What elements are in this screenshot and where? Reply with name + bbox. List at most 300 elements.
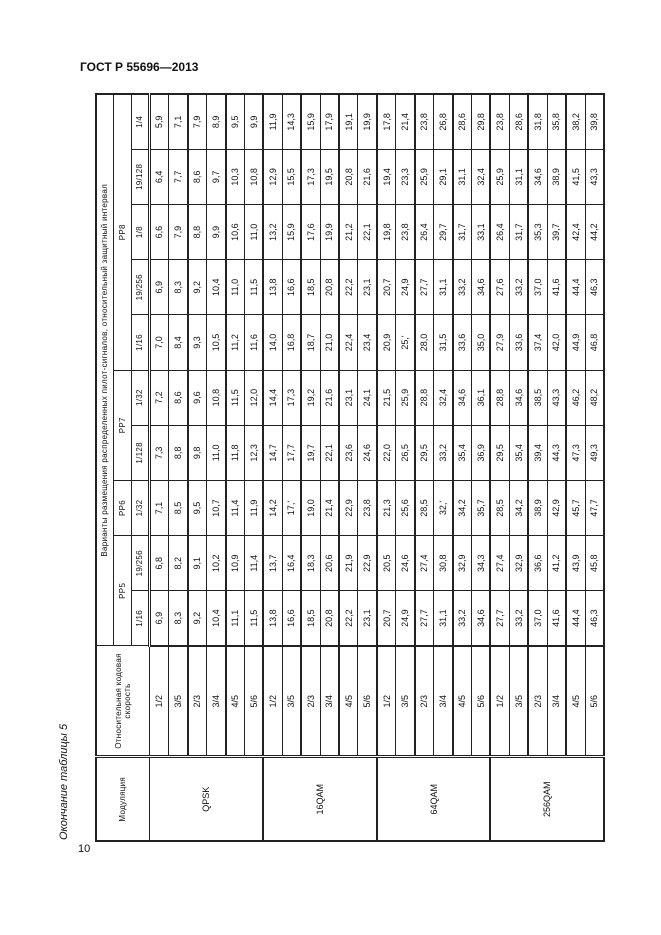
table-caption: Окончание таблицы 5 bbox=[58, 723, 70, 840]
value-cell: 28,5 bbox=[415, 480, 434, 535]
value-cell: 17,3 bbox=[282, 370, 301, 425]
value-cell: 34,6 bbox=[471, 591, 490, 646]
value-cell: 46,8 bbox=[585, 315, 604, 370]
value-cell: 44,4 bbox=[566, 591, 585, 646]
value-cell: 25,6 bbox=[396, 480, 415, 535]
value-cell: 33,2 bbox=[434, 425, 453, 480]
value-cell: 23,8 bbox=[415, 94, 434, 149]
value-cell: 19,9 bbox=[358, 94, 377, 149]
value-cell: 28,6 bbox=[509, 94, 528, 149]
value-cell: 29,7 bbox=[434, 205, 453, 260]
value-cell: 35,7 bbox=[471, 480, 490, 535]
code-rate-cell: 1/2 bbox=[149, 646, 169, 757]
value-cell: 22,9 bbox=[339, 480, 358, 535]
value-cell: 29,8 bbox=[471, 94, 490, 149]
value-cell: 24,9 bbox=[396, 591, 415, 646]
table-row bbox=[566, 94, 585, 841]
value-cell: 17,6 bbox=[301, 205, 320, 260]
value-cell: 20,8 bbox=[320, 260, 339, 315]
header-guard-interval: 1/128 bbox=[131, 425, 149, 480]
value-cell: 31,5 bbox=[434, 315, 453, 370]
value-cell: 35,4 bbox=[509, 425, 528, 480]
header-guard-interval: 1/16 bbox=[131, 591, 149, 646]
table-row bbox=[207, 94, 226, 841]
value-cell: 6,9 bbox=[149, 260, 169, 315]
value-cell: 10,3 bbox=[226, 149, 245, 204]
value-cell: 18,3 bbox=[301, 536, 320, 591]
value-cell: 28,6 bbox=[453, 94, 472, 149]
value-cell: 33,2 bbox=[453, 260, 472, 315]
table-row bbox=[244, 94, 263, 841]
value-cell: 31,1 bbox=[453, 149, 472, 204]
value-cell: 29,5 bbox=[415, 425, 434, 480]
value-cell: 22,2 bbox=[339, 260, 358, 315]
value-cell: 19,7 bbox=[301, 425, 320, 480]
value-cell: 34,6 bbox=[471, 260, 490, 315]
value-cell: 33,2 bbox=[509, 260, 528, 315]
value-cell: 16,4 bbox=[282, 536, 301, 591]
value-cell: 38,5 bbox=[528, 370, 547, 425]
value-cell: 7,9 bbox=[188, 94, 207, 149]
value-cell: 36,1 bbox=[471, 370, 490, 425]
value-cell: 47,3 bbox=[566, 425, 585, 480]
modulation-cell: 64QAM bbox=[377, 757, 491, 841]
value-cell: 11,6 bbox=[244, 315, 263, 370]
value-cell: 35,4 bbox=[453, 425, 472, 480]
value-cell: 25,9 bbox=[490, 149, 509, 204]
value-cell: 41,6 bbox=[547, 260, 566, 315]
value-cell: 19,4 bbox=[377, 149, 396, 204]
value-cell: 23,1 bbox=[358, 260, 377, 315]
value-cell: 27,4 bbox=[415, 536, 434, 591]
table-row bbox=[471, 94, 490, 841]
header-guard-interval: 19/256 bbox=[131, 260, 149, 315]
value-cell: 9,8 bbox=[188, 425, 207, 480]
value-cell: 44,3 bbox=[547, 425, 566, 480]
value-cell: 22,2 bbox=[339, 591, 358, 646]
value-cell: 11,0 bbox=[226, 260, 245, 315]
value-cell: 9,7 bbox=[207, 149, 226, 204]
value-cell: 30,8 bbox=[434, 536, 453, 591]
value-cell: 24,1 bbox=[358, 370, 377, 425]
value-cell: 41,2 bbox=[547, 536, 566, 591]
code-rate-cell: 4/5 bbox=[566, 646, 585, 757]
value-cell: 27,7 bbox=[415, 260, 434, 315]
value-cell: 32,9 bbox=[509, 536, 528, 591]
value-cell: 27,7 bbox=[490, 591, 509, 646]
value-cell: 32,4 bbox=[434, 370, 453, 425]
value-cell: 49,3 bbox=[585, 425, 604, 480]
code-rate-cell: 2/3 bbox=[188, 646, 207, 757]
value-cell: 8,6 bbox=[188, 149, 207, 204]
header-guard-interval: 1/32 bbox=[131, 370, 149, 425]
value-cell: 9,2 bbox=[188, 591, 207, 646]
header-variants: Варианты размещения распределенных пилот-сигналов, относительный защитный интервал bbox=[96, 94, 113, 646]
header-pp-group: PP8 bbox=[113, 94, 131, 370]
value-cell: 14,7 bbox=[263, 425, 282, 480]
value-cell: 46,3 bbox=[585, 260, 604, 315]
header-code-rate: Относительная кодовая скорость bbox=[96, 646, 149, 757]
value-cell: 31,1 bbox=[434, 260, 453, 315]
value-cell: 11,5 bbox=[244, 591, 263, 646]
value-cell: 41,6 bbox=[547, 591, 566, 646]
value-cell: 19,8 bbox=[377, 205, 396, 260]
value-cell: 21,4 bbox=[320, 480, 339, 535]
value-cell: 13,8 bbox=[263, 591, 282, 646]
code-rate-cell: 5/6 bbox=[244, 646, 263, 757]
table-row bbox=[263, 94, 282, 841]
value-cell: 8,9 bbox=[207, 94, 226, 149]
value-cell: 19,0 bbox=[301, 480, 320, 535]
value-cell: 11,9 bbox=[263, 94, 282, 149]
value-cell: 37,0 bbox=[528, 260, 547, 315]
value-cell: 20,9 bbox=[377, 315, 396, 370]
value-cell: 9,1 bbox=[188, 536, 207, 591]
value-cell: 19,5 bbox=[320, 149, 339, 204]
table-row bbox=[377, 94, 396, 841]
table-row bbox=[415, 94, 434, 841]
value-cell: 14,4 bbox=[263, 370, 282, 425]
value-cell: 21,3 bbox=[377, 480, 396, 535]
code-rate-cell: 3/4 bbox=[547, 646, 566, 757]
value-cell: 7,1 bbox=[169, 94, 188, 149]
value-cell: 16,8 bbox=[282, 315, 301, 370]
value-cell: 32,' bbox=[434, 480, 453, 535]
value-cell: 11,5 bbox=[226, 370, 245, 425]
value-cell: 27,9 bbox=[490, 315, 509, 370]
table-row bbox=[226, 94, 245, 841]
value-cell: 11,4 bbox=[244, 536, 263, 591]
value-cell: 10,5 bbox=[207, 315, 226, 370]
value-cell: 8,3 bbox=[169, 591, 188, 646]
page-number: 10 bbox=[78, 843, 91, 855]
value-cell: 7,3 bbox=[149, 425, 169, 480]
code-rate-cell: 5/6 bbox=[585, 646, 604, 757]
header-guard-interval: 1/8 bbox=[131, 205, 149, 260]
value-cell: 19,9 bbox=[320, 205, 339, 260]
value-cell: 12,9 bbox=[263, 149, 282, 204]
value-cell: 21,0 bbox=[320, 315, 339, 370]
code-rate-cell: 1/2 bbox=[263, 646, 282, 757]
value-cell: 41,5 bbox=[566, 149, 585, 204]
value-cell: 21,6 bbox=[358, 149, 377, 204]
value-cell: 24,6 bbox=[396, 536, 415, 591]
value-cell: 35,0 bbox=[471, 315, 490, 370]
value-cell: 44,4 bbox=[566, 260, 585, 315]
value-cell: 21,2 bbox=[339, 205, 358, 260]
table-row bbox=[320, 94, 339, 841]
value-cell: 12,3 bbox=[244, 425, 263, 480]
value-cell: 5,9 bbox=[149, 94, 169, 149]
code-rate-cell: 4/5 bbox=[453, 646, 472, 757]
code-rate-cell: 1/2 bbox=[377, 646, 396, 757]
value-cell: 10,6 bbox=[226, 205, 245, 260]
value-cell: 33,6 bbox=[509, 315, 528, 370]
value-cell: 17,8 bbox=[377, 94, 396, 149]
value-cell: 34,6 bbox=[453, 370, 472, 425]
value-cell: 21,5 bbox=[377, 370, 396, 425]
value-cell: 34,2 bbox=[509, 480, 528, 535]
code-rate-cell: 3/5 bbox=[282, 646, 301, 757]
value-cell: 29,5 bbox=[490, 425, 509, 480]
header-pp-group: PP6 bbox=[113, 480, 131, 535]
value-cell: 21,4 bbox=[396, 94, 415, 149]
value-cell: 31,1 bbox=[509, 149, 528, 204]
value-cell: 38,2 bbox=[566, 94, 585, 149]
value-cell: 23,3 bbox=[396, 149, 415, 204]
value-cell: 15,9 bbox=[301, 94, 320, 149]
value-cell: 23,8 bbox=[490, 94, 509, 149]
value-cell: 8,4 bbox=[169, 315, 188, 370]
header-guard-interval: 19/256 bbox=[131, 536, 149, 591]
value-cell: 10,4 bbox=[207, 591, 226, 646]
modulation-cell: QPSK bbox=[149, 757, 263, 841]
value-cell: 15,9 bbox=[282, 205, 301, 260]
value-cell: 39,8 bbox=[585, 94, 604, 149]
value-cell: 10,8 bbox=[207, 370, 226, 425]
value-cell: 43,3 bbox=[585, 149, 604, 204]
value-cell: 20,5 bbox=[377, 536, 396, 591]
value-cell: 33,2 bbox=[509, 591, 528, 646]
value-cell: 13,8 bbox=[263, 260, 282, 315]
table-row bbox=[358, 94, 377, 841]
value-cell: 8,5 bbox=[169, 480, 188, 535]
value-cell: 8,3 bbox=[169, 260, 188, 315]
value-cell: 32,4 bbox=[471, 149, 490, 204]
value-cell: 46,3 bbox=[585, 591, 604, 646]
modulation-cell: 16QAM bbox=[263, 757, 377, 841]
value-cell: 33,2 bbox=[453, 591, 472, 646]
table-row bbox=[339, 94, 358, 841]
value-cell: 9,9 bbox=[244, 94, 263, 149]
value-cell: 22,4 bbox=[339, 315, 358, 370]
value-cell: 14,0 bbox=[263, 315, 282, 370]
value-cell: 22,1 bbox=[320, 425, 339, 480]
value-cell: 33,6 bbox=[453, 315, 472, 370]
table-row bbox=[528, 94, 547, 841]
value-cell: 6,9 bbox=[149, 591, 169, 646]
code-rate-cell: 4/5 bbox=[226, 646, 245, 757]
value-cell: 17,' bbox=[282, 480, 301, 535]
table-row bbox=[188, 94, 207, 841]
code-rate-cell: 1/2 bbox=[490, 646, 509, 757]
value-cell: 18,7 bbox=[301, 315, 320, 370]
value-cell: 22,1 bbox=[358, 205, 377, 260]
value-cell: 8,8 bbox=[188, 205, 207, 260]
value-cell: 15,5 bbox=[282, 149, 301, 204]
code-rate-cell: 3/4 bbox=[434, 646, 453, 757]
table-row bbox=[149, 94, 169, 841]
value-cell: 13,2 bbox=[263, 205, 282, 260]
value-cell: 9,2 bbox=[188, 260, 207, 315]
value-cell: 23,6 bbox=[339, 425, 358, 480]
value-cell: 9,9 bbox=[207, 205, 226, 260]
value-cell: 14,3 bbox=[282, 94, 301, 149]
value-cell: 43,9 bbox=[566, 536, 585, 591]
value-cell: 42,0 bbox=[547, 315, 566, 370]
value-cell: 25,9 bbox=[396, 370, 415, 425]
value-cell: 44,2 bbox=[585, 205, 604, 260]
value-cell: 20,8 bbox=[320, 591, 339, 646]
code-rate-cell: 3/4 bbox=[207, 646, 226, 757]
value-cell: 6,6 bbox=[149, 205, 169, 260]
value-cell: 9,6 bbox=[188, 370, 207, 425]
document-header: ГОСТ Р 55696—2013 bbox=[80, 60, 199, 74]
value-cell: 19,2 bbox=[301, 370, 320, 425]
value-cell: 24,6 bbox=[358, 425, 377, 480]
value-cell: 8,2 bbox=[169, 536, 188, 591]
code-rate-cell: 2/3 bbox=[301, 646, 320, 757]
code-rate-cell: 3/4 bbox=[320, 646, 339, 757]
value-cell: 11,0 bbox=[207, 425, 226, 480]
value-cell: 10,8 bbox=[244, 149, 263, 204]
value-cell: 10,7 bbox=[207, 480, 226, 535]
value-cell: 37,4 bbox=[528, 315, 547, 370]
value-cell: 16,6 bbox=[282, 591, 301, 646]
header-guard-interval: 19/128 bbox=[131, 149, 149, 204]
value-cell: 9,5 bbox=[226, 94, 245, 149]
value-cell: 23,8 bbox=[396, 205, 415, 260]
value-cell: 11,2 bbox=[226, 315, 245, 370]
table-row bbox=[585, 94, 604, 841]
value-cell: 23,8 bbox=[358, 480, 377, 535]
table-row bbox=[301, 94, 320, 841]
value-cell: 32,9 bbox=[453, 536, 472, 591]
value-cell: 17,7 bbox=[282, 425, 301, 480]
table-row bbox=[547, 94, 566, 841]
value-cell: 42,9 bbox=[547, 480, 566, 535]
value-cell: 45,8 bbox=[585, 536, 604, 591]
table-row bbox=[509, 94, 528, 841]
value-cell: 6,8 bbox=[149, 536, 169, 591]
header-guard-interval: 1/16 bbox=[131, 315, 149, 370]
value-cell: 34,3 bbox=[471, 536, 490, 591]
value-cell: 11,1 bbox=[226, 591, 245, 646]
code-rate-cell: 2/3 bbox=[528, 646, 547, 757]
value-cell: 21,9 bbox=[339, 536, 358, 591]
value-cell: 25,9 bbox=[415, 149, 434, 204]
value-cell: 27,4 bbox=[490, 536, 509, 591]
value-cell: 24,9 bbox=[396, 260, 415, 315]
value-cell: 47,7 bbox=[585, 480, 604, 535]
value-cell: 7,1 bbox=[149, 480, 169, 535]
value-cell: 8,8 bbox=[169, 425, 188, 480]
code-rate-cell: 3/5 bbox=[396, 646, 415, 757]
value-cell: 26,4 bbox=[415, 205, 434, 260]
value-cell: 46,2 bbox=[566, 370, 585, 425]
value-cell: 20,7 bbox=[377, 260, 396, 315]
value-cell: 31,8 bbox=[528, 94, 547, 149]
value-cell: 7,0 bbox=[149, 315, 169, 370]
code-rate-cell: 5/6 bbox=[358, 646, 377, 757]
snr-table bbox=[95, 93, 605, 842]
header-guard-interval: 1/4 bbox=[131, 94, 149, 149]
value-cell: 27,6 bbox=[490, 260, 509, 315]
value-cell: 8,6 bbox=[169, 370, 188, 425]
value-cell: 23,4 bbox=[358, 315, 377, 370]
code-rate-cell: 3/5 bbox=[169, 646, 188, 757]
value-cell: 35,3 bbox=[528, 205, 547, 260]
code-rate-cell: 2/3 bbox=[415, 646, 434, 757]
header-guard-interval: 1/32 bbox=[131, 480, 149, 535]
value-cell: 18,5 bbox=[301, 591, 320, 646]
value-cell: 26,5 bbox=[396, 425, 415, 480]
value-cell: 33,1 bbox=[471, 205, 490, 260]
value-cell: 26,4 bbox=[490, 205, 509, 260]
value-cell: 28,5 bbox=[490, 480, 509, 535]
value-cell: 42,4 bbox=[566, 205, 585, 260]
value-cell: 16,6 bbox=[282, 260, 301, 315]
value-cell: 11,9 bbox=[244, 480, 263, 535]
table-row bbox=[282, 94, 301, 841]
value-cell: 27,7 bbox=[415, 591, 434, 646]
value-cell: 19,1 bbox=[339, 94, 358, 149]
value-cell: 23,1 bbox=[358, 591, 377, 646]
value-cell: 22,9 bbox=[358, 536, 377, 591]
value-cell: 11,8 bbox=[226, 425, 245, 480]
value-cell: 6,4 bbox=[149, 149, 169, 204]
value-cell: 36,6 bbox=[528, 536, 547, 591]
value-cell: 10,9 bbox=[226, 536, 245, 591]
table-row bbox=[396, 94, 415, 841]
value-cell: 28,8 bbox=[415, 370, 434, 425]
value-cell: 11,0 bbox=[244, 205, 263, 260]
value-cell: 34,6 bbox=[509, 370, 528, 425]
value-cell: 20,7 bbox=[377, 591, 396, 646]
value-cell: 48,2 bbox=[585, 370, 604, 425]
header-pp-group: PP5 bbox=[113, 536, 131, 646]
value-cell: 38,9 bbox=[547, 149, 566, 204]
header-modulation: Модуляция bbox=[96, 757, 149, 841]
value-cell: 38,9 bbox=[528, 480, 547, 535]
value-cell: 20,8 bbox=[339, 149, 358, 204]
rotated-table-container bbox=[95, 93, 605, 842]
value-cell: 31,7 bbox=[509, 205, 528, 260]
value-cell: 25,' bbox=[396, 315, 415, 370]
value-cell: 43,3 bbox=[547, 370, 566, 425]
value-cell: 44,9 bbox=[566, 315, 585, 370]
value-cell: 17,9 bbox=[320, 94, 339, 149]
value-cell: 11,4 bbox=[226, 480, 245, 535]
value-cell: 31,7 bbox=[453, 205, 472, 260]
code-rate-cell: 3/5 bbox=[509, 646, 528, 757]
value-cell: 11,5 bbox=[244, 260, 263, 315]
value-cell: 14,2 bbox=[263, 480, 282, 535]
value-cell: 20,6 bbox=[320, 536, 339, 591]
value-cell: 28,0 bbox=[415, 315, 434, 370]
value-cell: 39,7 bbox=[547, 205, 566, 260]
value-cell: 31,1 bbox=[434, 591, 453, 646]
table-row bbox=[490, 94, 509, 841]
value-cell: 7,7 bbox=[169, 149, 188, 204]
value-cell: 39,4 bbox=[528, 425, 547, 480]
value-cell: 29,1 bbox=[434, 149, 453, 204]
value-cell: 12,0 bbox=[244, 370, 263, 425]
value-cell: 7,9 bbox=[169, 205, 188, 260]
table-row bbox=[169, 94, 188, 841]
value-cell: 9,5 bbox=[188, 480, 207, 535]
table-row bbox=[453, 94, 472, 841]
value-cell: 7,2 bbox=[149, 370, 169, 425]
value-cell: 18,5 bbox=[301, 260, 320, 315]
code-rate-cell: 4/5 bbox=[339, 646, 358, 757]
value-cell: 13,7 bbox=[263, 536, 282, 591]
value-cell: 35,8 bbox=[547, 94, 566, 149]
modulation-cell: 256QAM bbox=[490, 757, 604, 841]
value-cell: 10,4 bbox=[207, 260, 226, 315]
value-cell: 9,3 bbox=[188, 315, 207, 370]
value-cell: 10,2 bbox=[207, 536, 226, 591]
